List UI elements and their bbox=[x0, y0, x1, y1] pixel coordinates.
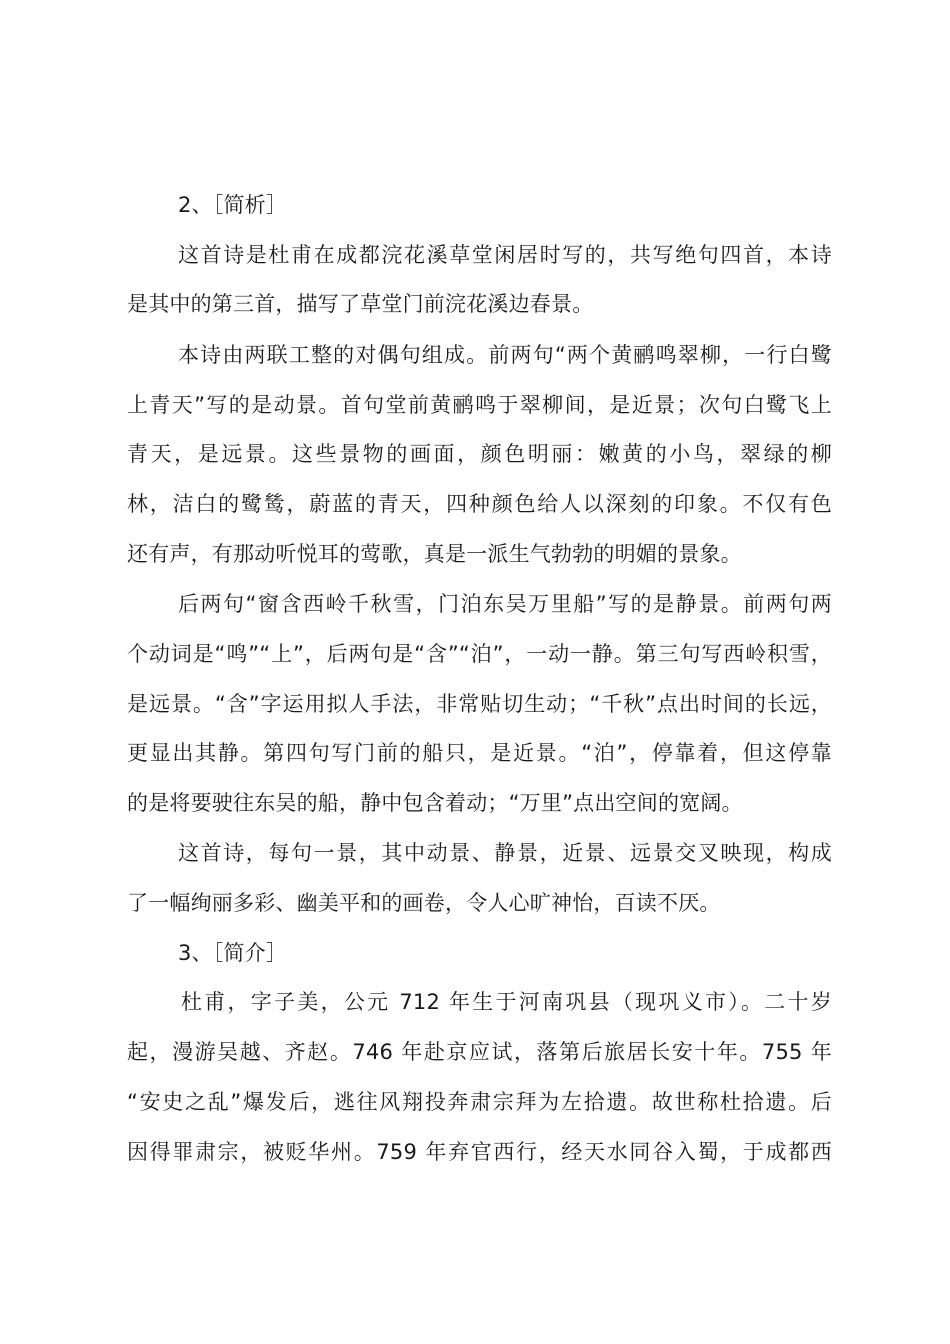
text-line: 这首诗是杜甫在成都浣花溪草堂闲居时写的，共写绝句四首，本诗 bbox=[178, 243, 832, 267]
text-line: 还有声，有那动听悦耳的莺歌，真是一派生气勃勃的明媚的景象。 bbox=[127, 542, 742, 566]
text-line: 本诗由两联工整的对偶句组成。前两句“两个黄鹂鸣翠柳，一行白鹭 bbox=[178, 343, 832, 367]
text-line: 起，漫游吴越、齐赵。746 年赴京应试，落第后旅居长安十年。755 年 bbox=[127, 1040, 832, 1064]
text-line: 因得罪肃宗，被贬华州。759 年弃官西行，经天水同谷入蜀，于成都西 bbox=[127, 1140, 832, 1164]
text-line: 后两句“窗含西岭千秋雪，门泊东吴万里船”写的是静景。前两句两 bbox=[178, 592, 832, 616]
section-heading-intro: 3、［简介］ bbox=[178, 941, 288, 965]
text-line: 林，洁白的鹭鸶，蔚蓝的青天，四种颜色给人以深刻的印象。不仅有色 bbox=[127, 492, 832, 516]
text-line: 个动词是“鸣”“上”，后两句是“含”“泊”，一动一静。第三句写西岭积雪， bbox=[127, 642, 832, 666]
text-line: 是远景。“含”字运用拟人手法，非常贴切生动；“千秋”点出时间的长远， bbox=[127, 692, 832, 716]
text-line: 的是将要驶往东吴的船，静中包含着动；“万里”点出空间的宽阔。 bbox=[127, 791, 743, 815]
text-line: 这首诗，每句一景，其中动景、静景，近景、远景交叉映现，构成 bbox=[178, 841, 832, 865]
text-line: 更显出其静。第四句写门前的船只，是近景。“泊”，停靠着，但这停靠 bbox=[127, 741, 832, 765]
text-line: 是其中的第三首，描写了草堂门前浣花溪边春景。 bbox=[127, 292, 594, 316]
text-line: 杜甫，字子美，公元 712 年生于河南巩县（现巩义市）。二十岁 bbox=[181, 990, 832, 1014]
text-line: 青天，是远景。这些景物的画面，颜色明丽：嫩黄的小鸟，翠绿的柳 bbox=[127, 442, 832, 466]
text-line: 了一幅绚丽多彩、幽美平和的画卷，令人心旷神怡，百读不厌。 bbox=[127, 891, 721, 915]
text-line: 上青天”写的是动景。首句堂前黄鹂鸣于翠柳间，是近景；次句白鹭飞上 bbox=[127, 393, 832, 417]
section-heading-analysis: 2、［简析］ bbox=[178, 193, 288, 217]
text-line: “安史之乱”爆发后，逃往风翔投奔肃宗拜为左拾遗。故世称杜拾遗。后 bbox=[127, 1090, 832, 1114]
